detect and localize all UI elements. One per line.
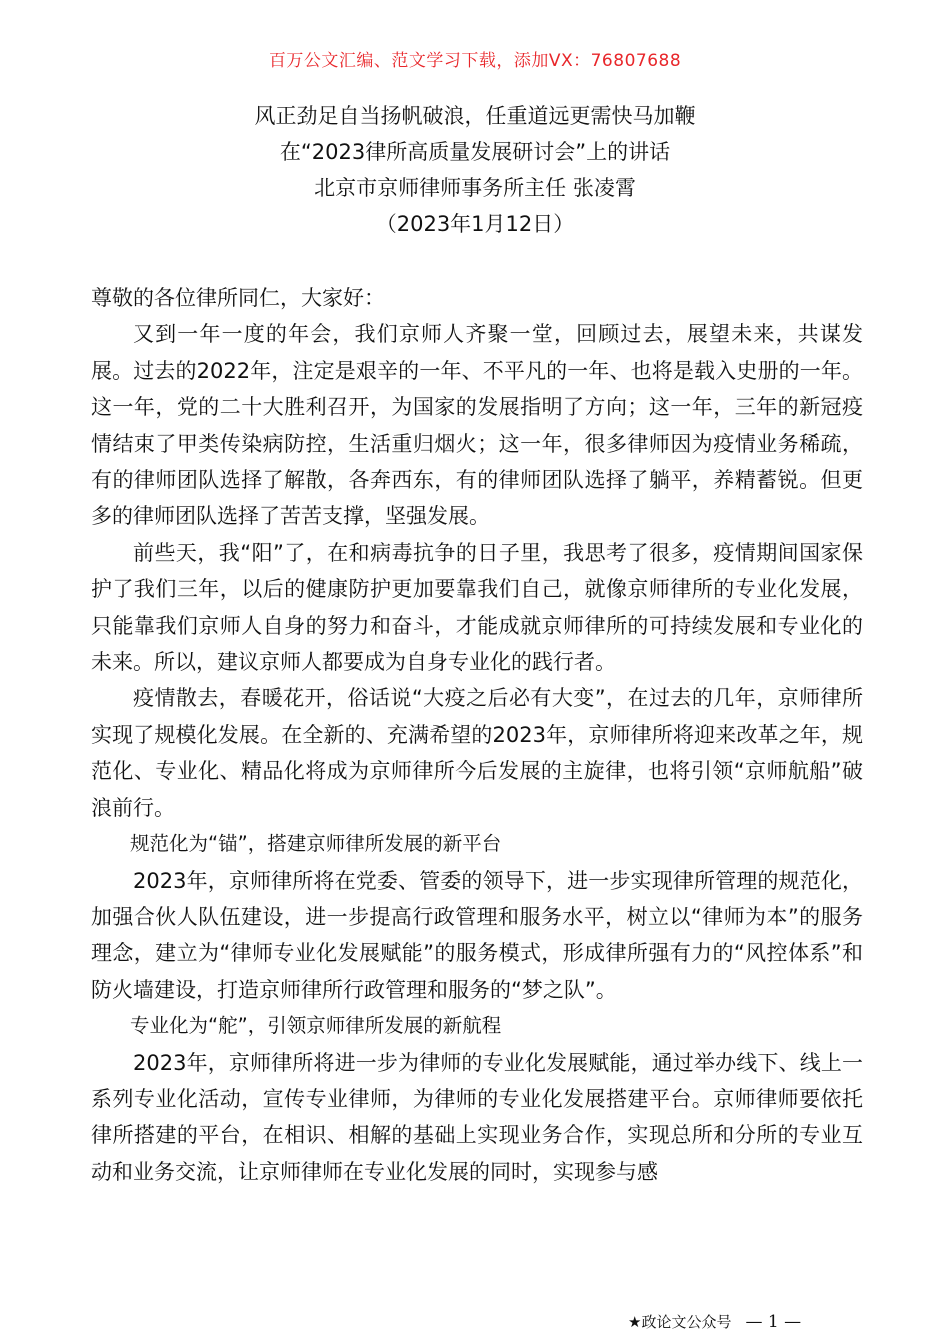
section-heading-2: 专业化为“舵”，引领京师律所发展的新航程 — [130, 1014, 502, 1038]
section-heading-1: 规范化为“锚”，搭建京师律所发展的新平台 — [130, 832, 502, 856]
salutation: 尊敬的各位律所同仁，大家好： — [91, 286, 385, 310]
speech-body — [91, 280, 863, 1190]
speech-main-title: 风正劲足自当扬帆破浪，任重道远更需快马加鞭 — [254, 104, 696, 128]
paragraph-2: 前些天，我“阳”了，在和病毒抗争的日子里，我思考了很多，疫情期间国家保护了我们三年，以后的健康防护更加要靠我们自己，就像京师律所的专业化发展，只能靠我们京师人自身的努力和奋斗，才能成就京师律所的可持续发展和专业化的未来。所以，建议京师人都要成为自身专业化的践行者。 — [91, 540, 863, 675]
page-footer — [628, 1311, 801, 1332]
download-banner: 百万公文汇编、范文学习下载，添加VX：76807688 — [268, 51, 682, 71]
paragraph-5: 2023年，京师律所将进一步为律师的专业化发展赋能，通过举办线下、线上一系列专业化活动，宣传专业律师，为律师的专业化发展搭建平台。京师律师要依托律所搭建的平台，在相识、相解的基础上实现业务合作，实现总所和分所的专业互动和业务交流，让京师律师在专业化发展的同时，实现参与感 — [91, 1050, 863, 1184]
speech-title-block — [0, 98, 950, 242]
paragraph-3: 疫情散去，春暖花开，俗话说“大疫之后必有大变”，在过去的几年，京师律所实现了规模化发展。在全新的、充满希望的2023年，京师律所将迎来改革之年，规范化、专业化、精品化将成为京师律所今后发展的主旋律，也将引领“京师航船”破浪前行。 — [91, 686, 863, 820]
paragraph-4: 2023年，京师律所将在党委、管委的领导下，进一步实现律所管理的规范化，加强合伙人队伍建设，进一步提高行政管理和服务水平，树立以“律师为本”的服务理念，建立为“律师专业化发展赋能”的服务模式，形成律所强有力的“风控体系”和防火墙建设，打造京师律所行政管理和服务的“梦之队”。 — [91, 868, 863, 1002]
speech-subtitle: 在“2023律所高质量发展研讨会”上的讲话 — [279, 140, 671, 164]
paragraph-1: 又到一年一度的年会，我们京师人齐聚一堂，回顾过去，展望未来，共谋发展。过去的2022年，注定是艰辛的一年、不平凡的一年、也将是载入史册的一年。这一年，党的二十大胜利召开，为国家的发展指明了方向；这一年，三年的新冠疫情结束了甲类传染病防控，生活重归烟火；这一年，很多律师因为疫情业务稀疏，有的律师团队选择了解散，各奔西东，有的律师团队选择了躺平，养精蓄锐。但更多的律师团队选择了苦苦支撑，坚强发展。 — [91, 322, 863, 529]
page-number: — 1 — — [745, 1312, 802, 1332]
footer-source: ★政论文公众号 — [628, 1313, 732, 1331]
speech-date: （2023年1月12日） — [375, 212, 575, 236]
speaker-info: 北京市京师律师事务所主任 张凌霄 — [314, 176, 636, 200]
